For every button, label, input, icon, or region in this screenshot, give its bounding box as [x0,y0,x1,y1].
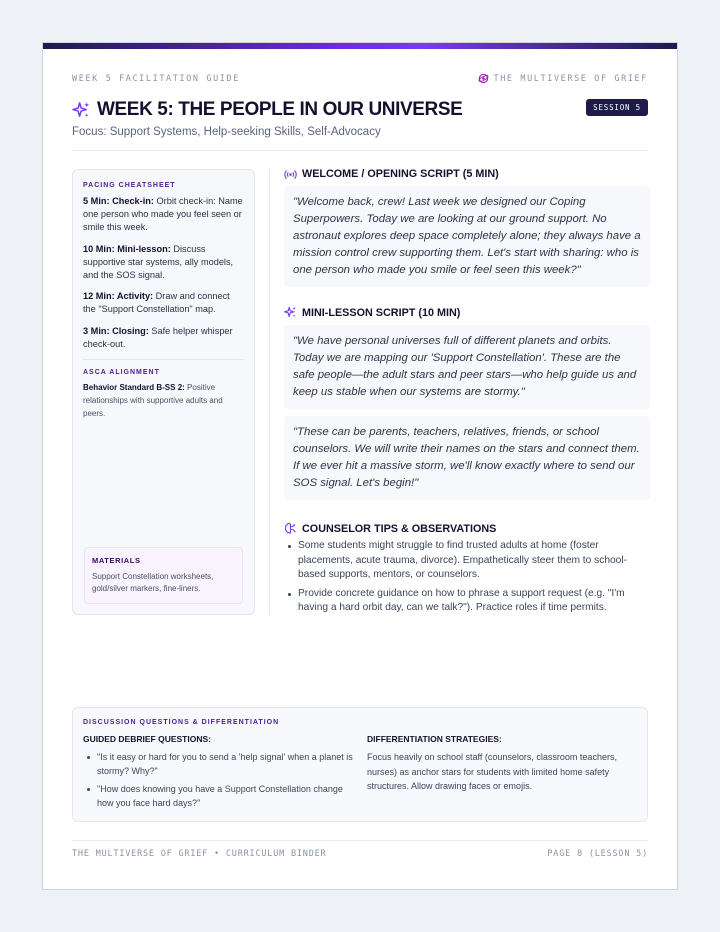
pacing-text: Discuss supportive star systems, ally models, and the SOS signal. [83,243,234,281]
differentiation-heading: DIFFERENTIATION STRATEGIES: [367,734,502,744]
title-row [72,99,648,121]
list-item: Some students might struggle to find trusted adults at home (foster placements, acute trauma, divorce). Empathetically steer them to school-based supports, mentors, or counselors. [284,539,650,583]
discussion-columns [83,734,637,814]
pacing-text: Orbit check-in: Name one person who made you feel seen or smile this week. [83,196,243,233]
footer-left: THE MULTIVERSE OF GRIEF • CURRICULUM BINDER [72,849,327,859]
page-number: PAGE 8 (LESSON 5) [547,849,648,859]
page-title [72,99,462,121]
tips-section [284,522,650,620]
pacing-item [83,243,244,283]
brain-icon [284,522,297,535]
session-badge: SESSION 5 [586,99,648,116]
pacing-text: Draw and connect the "Support Constellation" map. [83,291,230,315]
asca-standard: Behavior Standard B-SS 2: [83,383,185,393]
asca-label: ASCA ALIGNMENT [83,369,160,377]
orbit-icon [478,73,489,84]
asca-description: Positive relationships with supportive adults and peers. [83,383,223,418]
minilesson-section [284,306,650,500]
pacing-time: 3 Min: Closing: [83,325,149,336]
list-item: Provide concrete guidance on how to phrase a support request (e.g. "I'm having a hard orbit day, can we talk?"). Practice roles if time permits. [284,587,650,616]
pacing-text: Safe helper whisper check-out. [83,325,233,349]
focus-line: Focus: Support Systems, Help-seeking Skills, Self-Advocacy [72,126,381,138]
list-item: "Is it easy or hard for you to send a 'help signal' when a planet is stormy? Why?" [83,750,353,778]
broadcast-icon [284,169,297,180]
discussion-label: DISCUSSION QUESTIONS & DIFFERENTIATION [83,719,280,726]
pacing-item [83,325,244,351]
welcome-quote: "Welcome back, crew! Last week we designed our Coping Superpowers. Today we are looking at our ground support. No astronaut explores deep space completely alone; they always have a mission control crew supporting them. Let's start with sharing: who is one person who made you smile or feel seen this week?" [284,186,650,287]
debrief-column [83,734,353,814]
divider [83,359,244,360]
asca-text [83,382,244,420]
materials-label: MATERIALS [92,556,141,565]
materials-text: Support Constellation worksheets, gold/silver markers, fine-liners. [92,572,214,593]
discussion-box [72,707,648,822]
divider [72,150,648,151]
column-divider [269,169,270,615]
differentiation-text: Focus heavily on school staff (counselors, classroom teachers, nurses) as anchor stars for students with limited home safety structures. Allow drawing faces or emojis. [367,752,617,791]
tips-heading [284,522,650,535]
page-footer [72,849,648,859]
debrief-heading: GUIDED DEBRIEF QUESTIONS: [83,734,211,744]
guide-label: WEEK 5 FACILITATION GUIDE [72,73,240,84]
tips-heading-text: COUNSELOR TIPS & OBSERVATIONS [302,522,497,535]
divider [72,840,648,841]
minilesson-heading-text: MINI-LESSON SCRIPT (10 MIN) [302,306,461,319]
pacing-item [83,195,244,235]
page-title-text: WEEK 5: THE PEOPLE IN OUR UNIVERSE [97,99,463,120]
minilesson-quote-2: "These can be parents, teachers, relatives, friends, or school counselors. We will write their names on the stars and connect them. If we ever hit a massive storm, we'll know exactly where to send our SOS signal. Let's begin!" [284,416,650,500]
materials-box [84,547,243,604]
welcome-section [284,168,650,287]
page-header [72,73,648,84]
sparkles-icon [284,306,297,319]
sidebar [72,169,255,615]
sparkles-icon [72,101,91,120]
welcome-heading-text: WELCOME / OPENING SCRIPT (5 MIN) [302,168,499,180]
minilesson-heading [284,306,650,319]
debrief-questions [83,750,353,810]
minilesson-quote-1: "We have personal universes full of different planets and orbits. Today we are mapping our 'Support Constellation'. These are the safe people—the adult stars and peer stars—who help guide us and keep us stable when our systems are stormy." [284,325,650,409]
pacing-time: 10 Min: Mini-lesson: [83,243,171,254]
pacing-item [83,290,244,316]
pacing-time: 12 Min: Activity: [83,291,154,302]
pacing-label: PACING CHEATSHEET [83,182,176,189]
differentiation-column [367,734,637,814]
tips-list [284,539,650,616]
pacing-time: 5 Min: Check-in: [83,196,154,206]
welcome-heading [284,168,650,180]
lesson-page [42,42,678,890]
list-item: "How does knowing you have a Support Constellation change how you face hard days?" [83,782,353,810]
pacing-list [83,195,244,351]
series-label: THE MULTIVERSE OF GRIEF [493,73,648,84]
series-label-group [478,73,648,84]
gradient-top-bar [43,43,677,49]
